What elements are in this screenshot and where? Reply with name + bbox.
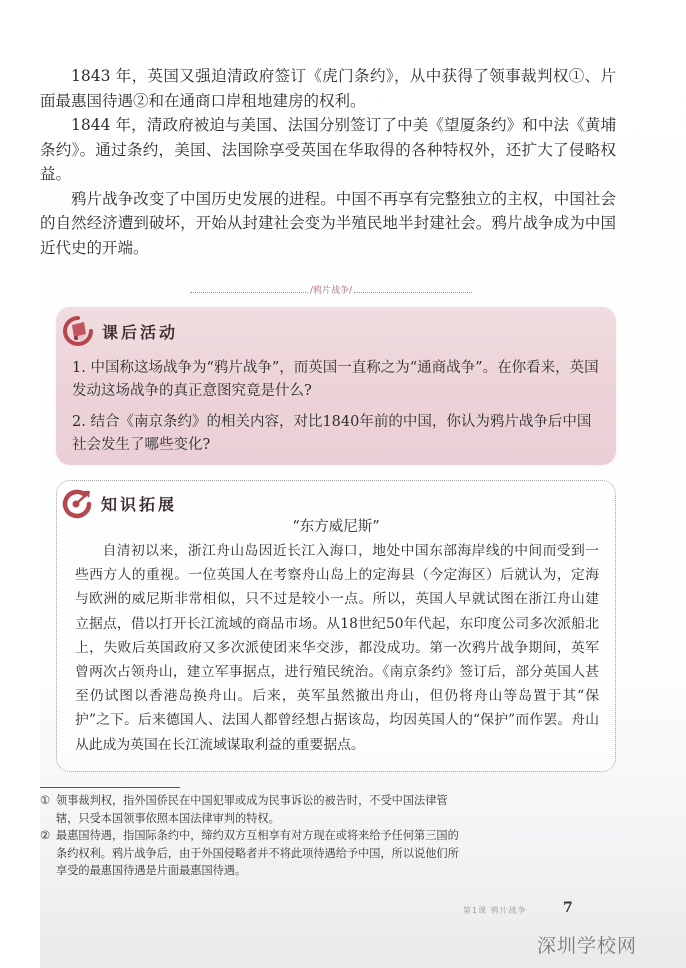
paragraph-1843-treaty: 1843 年，英国又强迫清政府签订《虎门条约》，从中获得了领事裁判权①、片面最惠国待遇②和在通商口岸租地建房的权利。 <box>40 67 616 110</box>
textbook-page <box>40 0 686 968</box>
footer-chapter-label: 第1课 鸦片战争 <box>463 906 527 915</box>
article-title: “东方威尼斯” <box>292 519 380 535</box>
activity-question-1: 1. 中国称这场战争为“鸦片战争”，而英国一直称之为“通商战争”。在你看来，英国发动这场战争的真正意图究竟是什么? <box>72 360 599 399</box>
footnote-2 <box>40 827 460 880</box>
footnote-mark: ① <box>40 794 51 807</box>
article-body: 自清初以来，浙江舟山岛因近长江入海口，地处中国东部海岸线的中间而受到一些西方人的重视。一位英国人在考察舟山岛上的定海县（今定海区）后就认为，定海与欧洲的威尼斯非常相似，只不过是较小一点。所以，英国人早就试图在浙江舟山建立据点，借以打开长江流域的商品市场。从18世纪50年代起，东印度公司多次派船北上，失败后英国政府又多次派使团来华交涉，都没成功。第一次鸦片战争期间，英军曾两次占领舟山，建立军事据点，进行殖民统治。《南京条约》签订后，部分英国人甚至仍试图以香港岛换舟山。后来，英军虽然撤出舟山，但仍将舟山等岛置于其“保护”之下。后来德国人、法国人都曾经想占据该岛，均因英国人的“保护”而作罢。舟山从此成为英国在长江流域谋取利益的重要据点。 <box>75 543 599 753</box>
paragraph-1844-treaties: 1844 年，清政府被迫与美国、法国分别签订了中美《望厦条约》和中法《黄埔条约》。通过条约，美国、法国除享受英国在华取得的各种特权外，还扩大了侵略权益。 <box>40 116 616 183</box>
divider-dots-right <box>354 286 472 293</box>
divider-dots-left <box>190 286 308 293</box>
footnote-rule <box>40 787 180 788</box>
watermark: 深圳学校网 <box>537 935 638 957</box>
after-class-activity-box <box>56 307 616 465</box>
activity-title: 课后活动 <box>102 322 179 342</box>
footnote-mark: ② <box>40 829 51 842</box>
book-circle-icon <box>62 315 94 347</box>
activity-header <box>62 315 178 347</box>
paragraph-war-significance: 鸦片战争改变了中国历史发展的进程。中国不再享有完整独立的主权，中国社会的自然经济遭到破坏，开始从封建社会变为半殖民地半封建社会。鸦片战争成为中国近代史的开端。 <box>40 189 616 257</box>
footnotes <box>40 792 460 880</box>
footnote-text: 领事裁判权，指外国侨民在中国犯罪或成为民事诉讼的被告时，不受中国法律管辖，只受本国领事依照本国法律审判的特权。 <box>56 794 448 825</box>
footnote-1 <box>40 792 460 827</box>
knowledge-expansion-box <box>56 480 616 772</box>
page-number: 7 <box>563 900 573 916</box>
activity-question-2: 2. 结合《南京条约》的相关内容，对比1840年前的中国，你认为鸦片战争后中国社会发生了哪些变化? <box>72 414 592 453</box>
section-divider <box>190 283 472 296</box>
divider-label: /鸦片战争/ <box>309 286 353 296</box>
footnote-text: 最惠国待遇，指国际条约中，缔约双方互相享有对方现在或将来给予任何第三国的条约权利。鸦片战争后，由于外国侵略者并不将此项待遇给予中国，所以说他们所享受的最惠国待遇是片面最惠国待遇。 <box>56 829 459 877</box>
knowledge-title: 知识拓展 <box>101 494 178 514</box>
main-body-text <box>40 64 616 260</box>
